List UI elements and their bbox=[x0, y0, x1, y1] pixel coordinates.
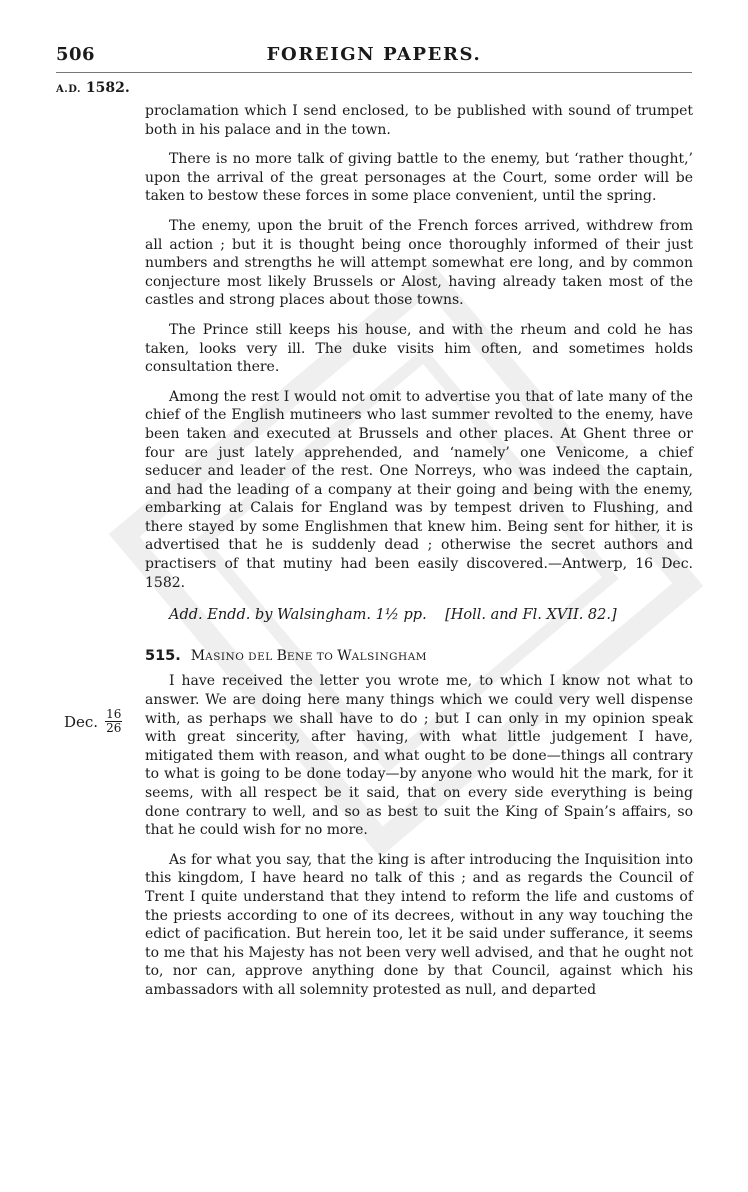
running-title: FOREIGN PAPERS. bbox=[266, 44, 482, 65]
endorsement-text: Add. Endd. by Walsingham. 1½ pp. bbox=[169, 607, 427, 624]
page-number: 506 bbox=[56, 44, 96, 65]
date-new-style: 26 bbox=[106, 721, 122, 735]
header-rule bbox=[56, 72, 692, 73]
letter-paragraph: I have received the letter you wrote me, to which I know not what to answer. We are doing here many things which we could very well dispense with, as perhaps we shall have to do ; but I can only in my opinion speak with great sincerity, after having, with what little judgement I have, mitigated them with reason, and what ought to be done—things all contrary to what is going to be done today—by anyone who would hit the mark, for it seems, with all respect be it said, that on every side everything is being done contrary to well, and so as best to suit the King of Spain’s affairs, so that he could wish for no more. bbox=[145, 673, 693, 839]
paragraph: The enemy, upon the bruit of the French forces arrived, withdrew from all action ; but it is thought being once thoroughly informed of their just numbers and strengths he will attempt somewhat ere long, and by common conjecture most likely Brussels or Alost, having already taken most of the castles and strong places about those towns. bbox=[145, 217, 693, 309]
main-text-column bbox=[145, 102, 693, 1011]
year-value: 1582. bbox=[85, 80, 130, 96]
margin-date bbox=[64, 708, 122, 735]
paragraph: The Prince still keeps his house, and with the rheum and cold he has taken, looks very ill. The duke visits him often, and sometimes holds consultation there. bbox=[145, 321, 693, 376]
entry-number: 515. bbox=[145, 647, 181, 664]
archive-reference: [Holl. and Fl. XVII. 82.] bbox=[445, 607, 617, 624]
date-old-style: 16 bbox=[106, 707, 122, 721]
paragraph-continued: proclamation which I send enclosed, to be published with sound of trumpet both in his palace and in the town. bbox=[145, 103, 693, 138]
paragraph: There is no more talk of giving battle to the enemy, but ‘rather thought,’ upon the arrival of the great personages at the Court, some order will be taken to bestow these forces in some place convenient, until the spring. bbox=[145, 151, 693, 205]
year-prefix: A.D. bbox=[56, 84, 82, 95]
letter-paragraph: As for what you say, that the king is after introducing the Inquisition into this kingdom, I have heard no talk of this ; and as regards the Council of Trent I quite understand that they intend to reform the life and customs of the priests according to one of its decrees, without in any way touching the edict of pacification. But herein too, let it be said under sufferance, it seems to me that his Majesty has not been very well advised, and that he ought not to, nor can, approve anything done by that Council, against which his ambassadors with all solemnity protested as null, and departed bbox=[145, 851, 693, 998]
date-fraction bbox=[105, 708, 122, 735]
margin-year bbox=[56, 80, 130, 96]
entry-heading: 515. MASINO DEL BENE TO WALSINGHAM bbox=[145, 647, 428, 664]
date-month: Dec. bbox=[64, 712, 99, 731]
paragraph: Among the rest I would not omit to advertise you that of late many of the chief of the English mutineers who last summer revolted to the enemy, have been taken and executed at Brussels and other places. At Ghent three or four are just lately apprehended, and ‘namely’ one Venicome, a chief seducer and leader of the rest. One Norreys, who was indeed the captain, and had the leading of a company at their going and being with the enemy, embarking at Calais for England was by tempest driven to Flushing, and there stayed by some Englishmen that knew him. Being sent for hither, it is advertised that he is suddenly dead ; otherwise the secret authors and practisers of that mutiny had been easily discovered.—Antwerp, 16 Dec. 1582. bbox=[145, 388, 693, 591]
endorsement-note bbox=[145, 606, 693, 625]
